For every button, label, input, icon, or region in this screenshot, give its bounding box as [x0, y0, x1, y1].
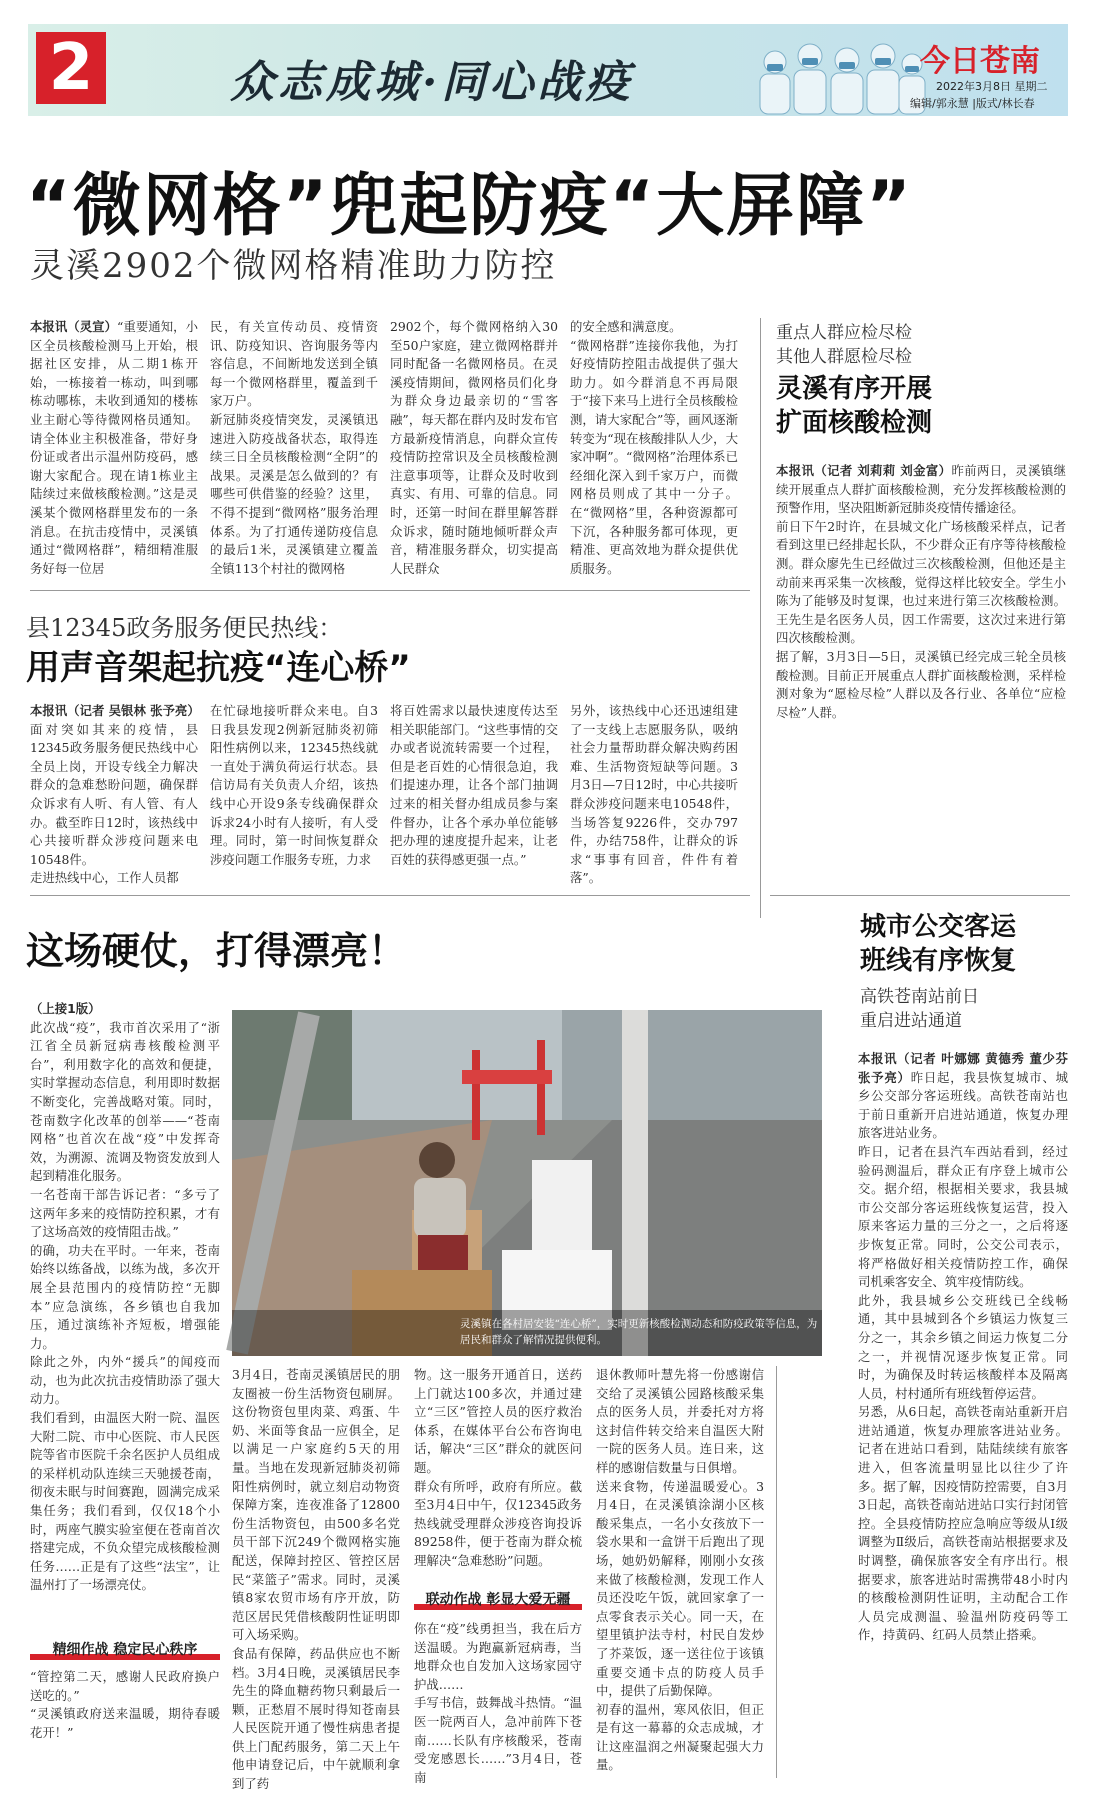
brand-logo: 今日苍南 — [920, 44, 1040, 79]
story3-subhead-box-1 — [30, 1640, 220, 1664]
side1-byline: 本报讯（记者 刘莉莉 刘金富） — [776, 463, 952, 478]
story1-text-1: “重要通知，小区全员核酸检测马上开始，根据社区安排，从二期1栋开始，一栋接着一栋动，叫到哪栋动哪栋，未收到通知的楼栋业主耐心等待微网格员通知。请全体业主积极准备，带好身份证或者出示温州防疫码，感谢大家配合。现在请1栋业主陆续过来做核酸检测。”这是灵溪某个微网格群里发布的一条消息。在抗击疫情中，灵溪镇通过“微网格群”，精细精准服务好每一位居 — [30, 319, 198, 576]
side2-headline-2: 班线有序恢复 — [860, 946, 1017, 976]
side2-body: 昨日起，我县恢复城市、城乡公交部分客运班线。高铁苍南站也于前日重新开启进站通道，恢复办理旅客进站业务。 昨日，记者在县汽车西站看到，经过验码测温后，群众正有序登上城市公交。据介绍，根据相关要求，我县城市公交部分客运班线恢复运营，投入原来客运力量的三分之一，之后将逐步恢复正常。同时，公交公司表示，将严格做好相关疫情防控工作，确保司机乘客安全、筑牢疫情防线。 此外，我县城乡公交班线已全线畅通，其中县城到各个乡镇运力恢复三分之一，其余乡镇之间运力恢复二分之一，并视情况逐步恢复正常。同时，为确保及时转运核酸样本及隔离人员，村村通所有班线暂停运营。 另悉，从6日起，高铁苍南站重新开启进站通道，恢复办理旅客进站业务。记者在进站口看到，陆陆续续有旅客进入，但客流量明显比以往少了许多。据了解，因疫情防控需要，自3月3日起，高铁苍南站进站口实行封闭管控。全县疫情防控应急响应等级从Ⅰ级调整为Ⅱ级后，高铁苍南站根据要求及时调整，确保旅客安全有序出行。根据要求，旅客进站时需携带48小时内的核酸检测阴性证明，主动配合工作人员完成测温、验温州防疫码等工作，持黄码、红码人员禁止搭乘。 — [858, 1069, 1069, 1643]
side1-headline-2: 扩面核酸检测 — [776, 408, 933, 438]
section-rule — [770, 895, 1070, 896]
story3-column-2: 3月4日，苍南灵溪镇居民的朋友圈被一份生活物资包刷屏。这份物资包里肉菜、鸡蛋、牛奶、米面等食品一应俱全，足以满足一户家庭约5天的用量。当地在发现新冠肺炎初筛阳性病例时，就立刻启动物资保障方案，连夜准备了12800份生活物资包，由500多名党员干部下沉249个微网格实施配送，保障封控区、管控区居民“菜篮子”需求。同时，灵溪镇8家农贸市场有序开放，防范区居民凭借核酸阴性证明即可入场采购。 食品有保障，药品供应也不断档。3月4日晚，灵溪镇居民李先生的降血糖药物只剩最后一颗，正愁眉不展时得知苍南县人民医院开通了慢性病患者提供上门配药服务，第二天上午他申请登记后，中午就顺利拿到了药 — [232, 1367, 400, 1792]
medical-staff-illustration — [750, 28, 925, 114]
side1-body-column — [776, 462, 1066, 917]
story3-column-4: 退休教师叶慧先将一份感谢信交给了灵溪镇公园路核酸采集点的医务人员，并委托对方将这封信件转交给来自温医大附一院的医务人员。连日来，这样的感谢信数量与日俱增。 送来食物，传递温暖爱心。3月4日，在灵溪镇涂湖小区核酸采集点，一名小女孩放下一袋水果和一盒饼干后跑出了现场，她奶奶解释，刚刚小女孩来做了核酸检测，发现工作人员还没吃午饭，就回家拿了一点零食表示关心。同一天，在望里镇护法寺村，村民自发炒了芥菜饭，逐一送往位于该镇重要交通卡点的防疫人员手中，提供了后勤保障。 初春的温州，寒风依旧，但正是有这一幕幕的众志成城，才让这座温润之州凝聚起强大力量。 — [596, 1367, 764, 1773]
story1-column-3: 2902个，每个微网格纳入30至50户家庭，建立微网格群并同时配备一名微网格员。在灵溪疫情期间，微网格员们化身为群众身边最亲切的“雪客融”，每天都在群内及时发布官方最新疫情消息，向群众宣传疫情防控常识及全员核酸检测注意事项等，让群众及时收到真实、有用、可靠的信息。同时，还第一时间在群里解答群众诉求，随时随地倾听群众声音，精准服务群众，切实提高人民群众 — [390, 319, 558, 576]
section-rule — [30, 895, 750, 896]
issue-date: 2022年3月8日 星期二 — [936, 80, 1048, 93]
story2-kicker: 县12345政务服务便民热线： — [26, 614, 343, 642]
side1-headline-1: 灵溪有序开展 — [776, 374, 933, 404]
story3-column-3: 物。这一服务开通首日，送药上门就达100多次，并通过建立“三区”管控人员的医疗救治体系，在媒体平台公布咨询电话，解决“三区”群众的就医问题。 群众有所呼，政府有所应。截至3月4日中午，仅12345政务热线就受理群众涉疫咨询投诉89258件，便于苍南为群众梳理解决“急难愁盼”问题。 — [414, 1367, 582, 1568]
story3-text-1: 此次战“疫”，我市首次采用了“浙江省全员新冠病毒核酸检测平台”，利用数字化的高效和便捷，实时掌握动态信息，利用即时数据不断变化，完善战略对策。同时，苍南数字化改革的创举——“苍南网格”也首次在战“疫”中发挥奇效，为溯源、流调及物资发放到人起到精准化服务。 一名苍南干部告诉记者：“多亏了这两年多来的疫情防控积累，才有了这场高效的疫情阻击战。” 的确，功夫在平时。一年来，苍南始终以练备战，以练为战，多次开展全县范围内的疫情防控“无脚本”应急演练，各乡镇也自我加压，通过演练补齐短板，增强能力。 除此之外，内外“援兵”的闻疫而动，也为此次抗击疫情助添了强大动力。 我们看到，由温医大附一院、温医大附二院、市中心医院、市人民医院等省市医院千余名医护人员组成的采样机动队连续三天驰援苍南，彻夜未眠与时间赛跑，圆满完成采集任务；我们看到，仅仅18个小时，两座气膜实验室便在苍南首次搭建完成，不负众望完成核酸检测任务……正是有了这些“法宝”，让温州打了一场漂亮仗。 — [30, 1019, 220, 1593]
story3-column-3b: 你在“疫”线勇担当，我在后方送温暖。为跑赢新冠病毒，当地群众也自发加入这场家园守护战…… 手写书信，鼓舞战斗热情。“温医一院两百人，急冲前阵下苍南……长队有序核酸采，苍南受宠感恩长……”3月4日，苍南 — [414, 1621, 582, 1785]
photo-caption: 灵溪镇在各村居安装“连心桥”，实时更新核酸检测动态和防疫政策等信息，为居民和群众了解情况提供便利。 — [460, 1318, 818, 1346]
story1-byline: 本报讯（灵宣） — [30, 319, 118, 334]
street-photo — [232, 1010, 822, 1356]
story1-column-4: 的安全感和满意度。 “微网格群”连接你我他，为打好疫情防控阻击战提供了强大助力。如今群消息不再局限于“接下来马上进行全员核酸检测，请大家配合”等，画风逐渐转变为“现在核酸排队人少，大家冲啊”。“微网格”治理体系已经细化深入到千家万户，而微网格员则成了其中一分子。在“微网格”里，各种资源都可下沉，各种服务都可体现，更精准、更高效地为群众提供优质服务。 — [570, 319, 738, 576]
story2-headline: 用声音架起抗疫“连心桥” — [26, 648, 411, 688]
side2-kicker-1: 高铁苍南站前日 — [860, 987, 979, 1007]
masthead-slogan: 众志成城·同心战疫 — [230, 57, 634, 108]
story2-text-1: 面对突如其来的疫情，县12345政务服务便民热线中心全员上岗，开设专线全力解决群众的急难愁盼问题，确保群众诉求有人听、有人管、有人办。截至昨日12时，该热线中心共接听群众涉疫问题来电10548件。 走进热线中心，工作人员都 — [30, 721, 198, 886]
page-number-badge: 2 — [36, 32, 106, 104]
story3-column-1 — [30, 1000, 220, 1635]
section-rule — [30, 590, 750, 591]
story1-column-2: 民，有关宣传动员、疫情资讯、防疫知识、咨询服务等内容信息，不间断地发送到全镇每一个微网格群里，覆盖到千家万户。 新冠肺炎疫情突发，灵溪镇迅速进入防疫战备状态，取得连续三日全员核酸检测“全阴”的战果。灵溪是怎么做到的？有哪些可供借鉴的经验？这里，不得不提到“微网格”服务治理体系。为了打通传递防疫信息的最后1米，灵溪镇建立覆盖全镇113个村社的微网格 — [210, 319, 378, 576]
side2-headline-1: 城市公交客运 — [860, 912, 1017, 942]
story2-column-1 — [30, 702, 200, 886]
story3-subhead-1: 精细作战 稳定民心秩序 — [52, 1642, 198, 1658]
story3-continued-label: （上接1版） — [30, 1001, 101, 1016]
story2-column-2: 在忙碌地接听群众来电。自3日我县发现2例新冠肺炎初筛阳性病例以来，12345热线就一直处于满负荷运行状态。县信访局有关负责人介绍，该热线中心开设9条专线确保群众诉求24小时有人接听，有人受理。同时，第一时间恢复群众涉疫问题工作服务专班，力求 — [210, 703, 378, 867]
story2-column-3: 将百姓需求以最快速度传达至相关职能部门。“这些事情的交办或者说流转需要一个过程，但是老百姓的心情很急迫，我们提速办理，让各个部门抽调过来的相关督办组成员参与案件督办，让各个承办单位能够把办理的速度提升起来，让老百姓的获得感更强一点。” — [390, 703, 558, 867]
story1-column-1 — [30, 318, 198, 576]
side2-kicker-2: 重启进站通道 — [860, 1011, 962, 1031]
story3-headline: 这场硬仗，打得漂亮！ — [26, 929, 407, 973]
story3-subhead-box-2 — [414, 1590, 582, 1614]
editor-credits: 编辑/郭永慧 |版式/林长春 — [910, 97, 1035, 110]
story2-byline: 本报讯（记者 吴银林 张予亮） — [30, 703, 200, 718]
side1-kicker-1: 重点人群应检尽检 — [776, 323, 912, 343]
story2-column-4: 另外，该热线中心还迅速组建了一支线上志愿服务队，吸纳社会力量帮助群众解决购药困难、生活物资短缺等问题。3月3日—7日12时，中心共接听群众涉疫问题来电10548件，当场答复9226件，交办797件，办结758件，让群众的诉求“事事有回音，件件有着落”。 — [570, 703, 738, 886]
story1-headline: “微网格”兜起防疫“大屏障” — [26, 167, 913, 246]
side1-body: 昨前两日，灵溪镇继续开展重点人群扩面核酸检测，充分发挥核酸检测的预警作用，坚决阻断新冠肺炎疫情传播途径。 前日下午2时许，在县城文化广场核酸采样点，记者看到这里已经排起长队，不少群众正有序等待核酸检测。群众廖先生已经做过三次核酸检测，但他还是主动前来再采集一次核酸，觉得这样比较安全。学生小陈为了能够及时复课，也过来进行第三次核酸检测。王先生是名医务人员，因工作需要，这次过来进行第四次核酸检测。 据了解，3月3日—5日，灵溪镇已经完成三轮全员核酸检测。目前正开展重点人群扩面核酸检测，采样检测对象为“愿检尽检”人群以及各行业、各单位“应检尽检”人群。 — [776, 463, 1067, 720]
side2-body-column — [858, 1050, 1068, 1780]
column-divider — [760, 318, 761, 918]
story1-subhead: 灵溪2902个微网格精准助力防控 — [30, 246, 557, 286]
side1-kicker-2: 其他人群愿检尽检 — [776, 347, 912, 367]
side2-byline: 本报讯（记者 叶娜娜 黄德秀 董少芬 张予亮） — [858, 1051, 1068, 1085]
story3-column-1b: “管控第二天，感谢人民政府换户送吃的。” “灵溪镇政府送来温暖，期待春暖花开！” — [30, 1669, 220, 1740]
column-divider — [776, 1366, 777, 1778]
story3-subhead-2: 联动作战 彰显大爱无疆 — [425, 1592, 571, 1608]
